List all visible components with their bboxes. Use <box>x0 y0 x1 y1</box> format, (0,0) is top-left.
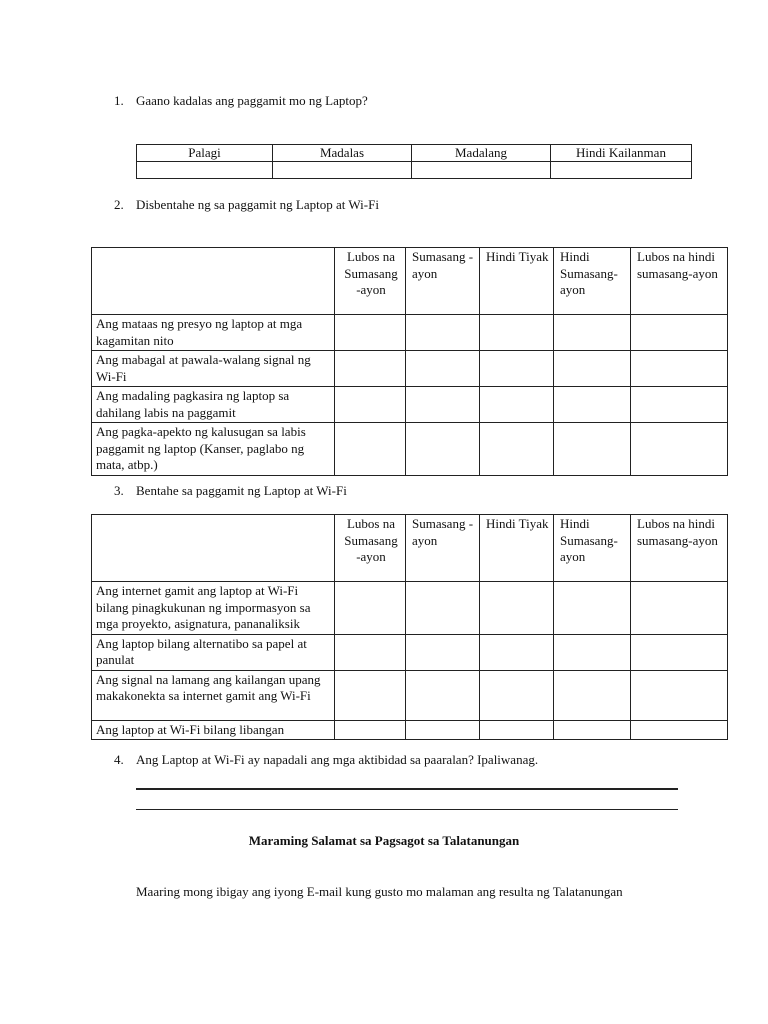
answer-cell[interactable] <box>406 387 480 423</box>
answer-cell[interactable] <box>335 387 406 423</box>
answer-cell[interactable] <box>554 634 631 670</box>
header-hindi-sumasang-ayon: Hindi Sumasang-ayon <box>554 515 631 582</box>
table-row <box>92 582 728 635</box>
question-number: 1. <box>114 93 124 108</box>
answer-cell[interactable] <box>631 582 728 635</box>
answer-cell[interactable] <box>406 634 480 670</box>
header-hindi-tiyak: Hindi Tiyak <box>480 248 554 315</box>
closing-message: Maraming Salamat sa Pagsagot sa Talatanungan <box>248 833 520 848</box>
frequency-table <box>136 144 692 179</box>
table-row <box>92 634 728 670</box>
question-text: Bentahe sa paggamit ng Laptop at Wi-Fi <box>136 483 347 498</box>
statement-cell: Ang laptop at Wi-Fi bilang libangan <box>92 720 335 740</box>
answer-cell[interactable] <box>480 720 554 740</box>
question-text: Ang Laptop at Wi-Fi ay napadali ang mga aktibidad sa paaralan? Ipaliwanag. <box>136 752 539 767</box>
answer-cell[interactable] <box>480 351 554 387</box>
answer-cell[interactable] <box>554 315 631 351</box>
answer-cell[interactable] <box>554 670 631 720</box>
answer-cell[interactable] <box>335 315 406 351</box>
likert-header-row <box>92 515 728 582</box>
header-lubos-na-hindi-sumasang-ayon: Lubos na hindi sumasang-ayon <box>631 248 728 315</box>
option-hindi-kailanman: Hindi Kailanman <box>551 145 692 162</box>
answer-cell[interactable] <box>631 720 728 740</box>
answer-cell[interactable] <box>406 315 480 351</box>
answer-cell[interactable] <box>480 423 554 476</box>
header-sumasang-ayon: Sumasang -ayon <box>406 515 480 582</box>
header-hindi-sumasang-ayon: Hindi Sumasang-ayon <box>554 248 631 315</box>
answer-cell[interactable] <box>631 670 728 720</box>
table-row <box>92 387 728 423</box>
table-row <box>92 720 728 740</box>
answer-cell[interactable] <box>335 582 406 635</box>
answer-cell[interactable] <box>137 162 273 179</box>
statement-cell: Ang mabagal at pawala-walang signal ng Wi-Fi <box>92 351 335 387</box>
answer-cell[interactable] <box>554 423 631 476</box>
option-madalang: Madalang <box>412 145 551 162</box>
answer-cell[interactable] <box>273 162 412 179</box>
question-number: 2. <box>114 197 124 212</box>
statement-cell: Ang laptop bilang alternatibo sa papel at panulat <box>92 634 335 670</box>
answer-cell[interactable] <box>335 634 406 670</box>
answer-line[interactable] <box>136 788 678 790</box>
answer-cell[interactable] <box>406 670 480 720</box>
statement-cell: Ang madaling pagkasira ng laptop sa dahilang labis na paggamit <box>92 387 335 423</box>
table-row <box>92 315 728 351</box>
answer-cell[interactable] <box>406 423 480 476</box>
table-row <box>92 423 728 476</box>
frequency-header-row <box>137 145 692 162</box>
header-hindi-tiyak: Hindi Tiyak <box>480 515 554 582</box>
question-text: Disbentahe ng sa paggamit ng Laptop at Wi-Fi <box>136 197 379 212</box>
blank-header-cell <box>92 248 335 315</box>
option-madalas: Madalas <box>273 145 412 162</box>
answer-cell[interactable] <box>480 634 554 670</box>
answer-cell[interactable] <box>554 582 631 635</box>
answer-cell[interactable] <box>631 634 728 670</box>
header-sumasang-ayon: Sumasang -ayon <box>406 248 480 315</box>
answer-cell[interactable] <box>335 351 406 387</box>
answer-cell[interactable] <box>480 670 554 720</box>
question-number: 3. <box>114 483 124 498</box>
answer-cell[interactable] <box>631 423 728 476</box>
header-lubos-na-sumasang-ayon: Lubos na Sumasang -ayon <box>335 515 406 582</box>
answer-cell[interactable] <box>480 582 554 635</box>
answer-cell[interactable] <box>335 670 406 720</box>
answer-cell[interactable] <box>406 720 480 740</box>
answer-cell[interactable] <box>335 423 406 476</box>
statement-cell: Ang signal na lamang ang kailangan upang makakonekta sa internet gamit ang Wi-Fi <box>92 670 335 720</box>
advantages-table <box>91 514 728 740</box>
answer-cell[interactable] <box>480 315 554 351</box>
frequency-answer-row <box>137 162 692 179</box>
answer-cell[interactable] <box>406 351 480 387</box>
email-note: Maaring mong ibigay ang iyong E-mail kung gusto mo malaman ang resulta ng Talatanungan <box>136 884 623 899</box>
statement-cell: Ang mataas ng presyo ng laptop at mga kagamitan nito <box>92 315 335 351</box>
answer-cell[interactable] <box>406 582 480 635</box>
header-lubos-na-hindi-sumasang-ayon: Lubos na hindi sumasang-ayon <box>631 515 728 582</box>
table-row <box>92 670 728 720</box>
disadvantages-table <box>91 247 728 476</box>
answer-cell[interactable] <box>335 720 406 740</box>
answer-cell[interactable] <box>631 387 728 423</box>
answer-cell[interactable] <box>551 162 692 179</box>
answer-cell[interactable] <box>412 162 551 179</box>
answer-cell[interactable] <box>631 315 728 351</box>
answer-line[interactable] <box>136 809 678 810</box>
answer-cell[interactable] <box>554 351 631 387</box>
question-number: 4. <box>114 752 124 767</box>
option-palagi: Palagi <box>137 145 273 162</box>
answer-cell[interactable] <box>480 387 554 423</box>
header-lubos-na-sumasang-ayon: Lubos na Sumasang -ayon <box>335 248 406 315</box>
statement-cell: Ang internet gamit ang laptop at Wi-Fi bilang pinagkukunan ng impormasyon sa mga proyekto, asignatura, pananaliksik <box>92 582 335 635</box>
question-text: Gaano kadalas ang paggamit mo ng Laptop? <box>136 93 368 108</box>
likert-header-row <box>92 248 728 315</box>
table-row <box>92 351 728 387</box>
statement-cell: Ang pagka-apekto ng kalusugan sa labis paggamit ng laptop (Kanser, paglabo ng mata, atbp.) <box>92 423 335 476</box>
answer-cell[interactable] <box>554 387 631 423</box>
answer-cell[interactable] <box>554 720 631 740</box>
blank-header-cell <box>92 515 335 582</box>
answer-cell[interactable] <box>631 351 728 387</box>
